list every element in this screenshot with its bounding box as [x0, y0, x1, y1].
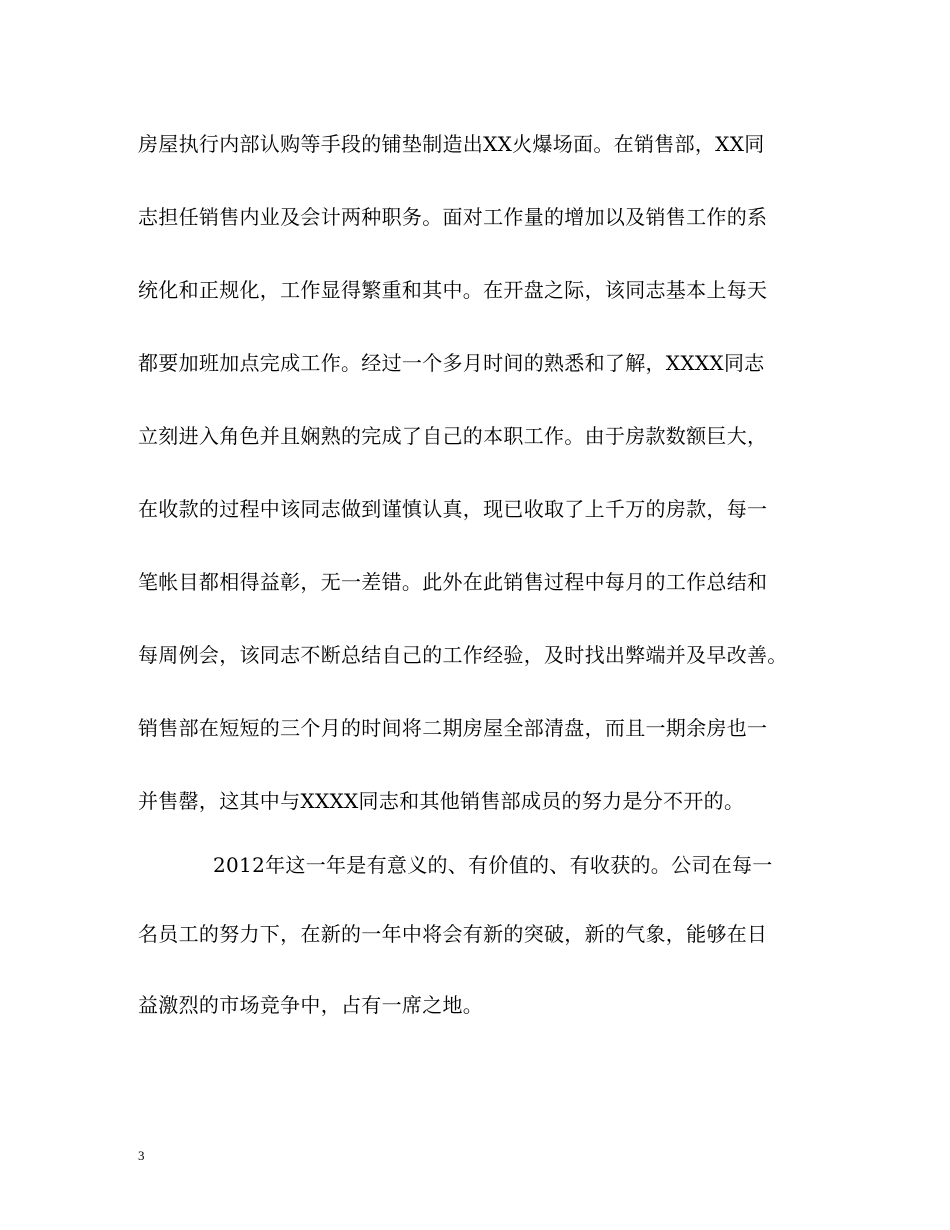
text-line: 房屋执行内部认购等手段的铺垫制造出XX火爆场面。在销售部，XX同: [138, 132, 765, 156]
text-line: 都要加班加点完成工作。经过一个多月时间的熟悉和了解，XXXX同志: [138, 351, 765, 375]
page-number: 3: [138, 1148, 145, 1163]
text-line: 销售部在短短的三个月的时间将二期房屋全部清盘，而且一期余房也一: [138, 716, 768, 740]
text-line: 志担任销售内业及会计两种职务。面对工作量的增加以及销售工作的系: [138, 205, 768, 229]
text-line: 笔帐目都相得益彰，无一差错。此外在此销售过程中每月的工作总结和: [138, 570, 768, 594]
text-line: 名员工的努力下，在新的一年中将会有新的突破，新的气象，能够在日: [138, 922, 768, 946]
text-line: 统化和正规化，工作显得繁重和其中。在开盘之际，该同志基本上每天: [138, 278, 768, 302]
text-line: 并售罄，这其中与XXXX同志和其他销售部成员的努力是分不开的。: [138, 789, 745, 813]
text-line: 益激烈的市场竞争中，占有一席之地。: [138, 993, 484, 1017]
text-line: 立刻进入角色并且娴熟的完成了自己的本职工作。由于房款数额巨大，: [138, 424, 768, 448]
paragraph-first-line: 2012年这一年是有意义的、有价值的、有收获的。公司在每一: [213, 853, 773, 877]
text-line: 在收款的过程中该同志做到谨慎认真，现已收取了上千万的房款，每一: [138, 497, 768, 521]
text-line: 每周例会，该同志不断总结自己的工作经验，及时找出弊端并及早改善。: [138, 643, 788, 667]
